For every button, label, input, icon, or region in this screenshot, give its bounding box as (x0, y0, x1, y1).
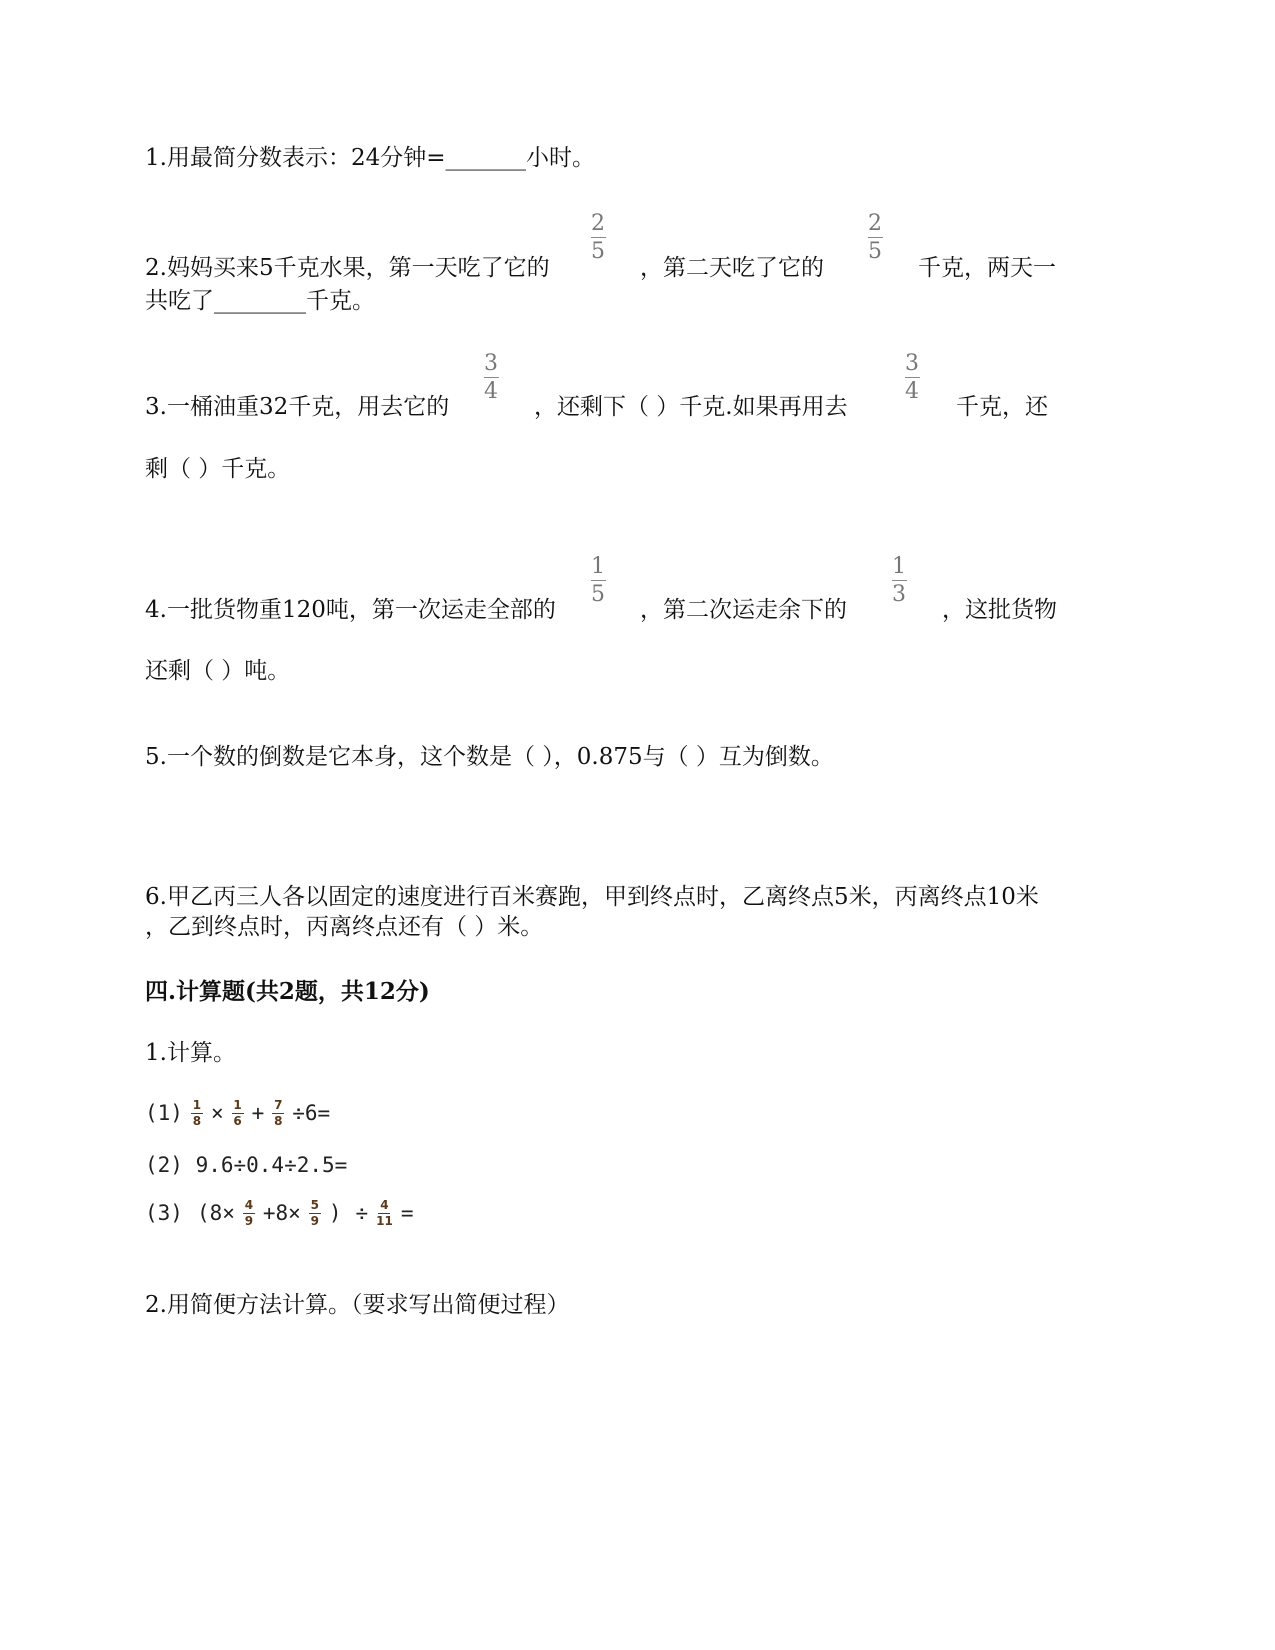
fraction (886, 555, 912, 607)
operator: + (251, 1101, 265, 1125)
denominator: 6 (233, 1113, 242, 1128)
fraction-bar (591, 580, 606, 581)
question-2-part-d: 共吃了________千克。 (145, 288, 375, 314)
operator: × (210, 1101, 224, 1125)
numerator: 7 (274, 1097, 283, 1112)
numerator: 3 (905, 351, 919, 376)
denominator: 5 (868, 239, 882, 264)
calc-label: (1) (145, 1101, 183, 1125)
problem-2-title: 2.用简便方法计算。（要求写出简便过程） (145, 1292, 570, 1318)
numerator: 5 (310, 1197, 319, 1212)
operator: ÷ (355, 1201, 369, 1225)
question-3-part-a: 3.一桶油重32千克，用去它的 (145, 394, 450, 420)
fraction-bar (591, 237, 606, 238)
calc-mid: +8× (262, 1201, 301, 1225)
denominator: 5 (591, 239, 605, 264)
denominator: 8 (274, 1113, 283, 1128)
fraction-bar (868, 237, 883, 238)
fraction-bar (484, 377, 499, 378)
small-fraction (243, 1199, 255, 1228)
fraction-bar (892, 580, 907, 581)
calc-label: (3) (145, 1201, 183, 1225)
numerator: 1 (233, 1097, 242, 1112)
small-fraction (232, 1099, 244, 1128)
question-2-part-c: 千克，两天一 (918, 255, 1056, 281)
fraction-bar (905, 377, 920, 378)
denominator: 11 (376, 1213, 393, 1228)
problem-1-title: 1.计算。 (145, 1040, 236, 1066)
small-fraction (309, 1199, 321, 1228)
calc-close: ) (328, 1201, 342, 1225)
numerator: 1 (892, 554, 906, 579)
denominator: 9 (310, 1213, 319, 1228)
numerator: 1 (192, 1097, 202, 1112)
fraction (585, 555, 611, 607)
denominator: 4 (905, 379, 919, 404)
question-3-part-d: 剩（ ）千克。 (145, 456, 291, 482)
numerator: 4 (244, 1197, 254, 1212)
numerator: 3 (484, 351, 498, 376)
denominator: 3 (892, 582, 906, 607)
numerator: 1 (591, 554, 605, 579)
calc-line-2: (2) 9.6÷0.4÷2.5= (145, 1153, 348, 1177)
question-3-part-b: ，还剩下（ ）千克.如果再用去 (534, 394, 848, 420)
small-fraction (191, 1099, 203, 1128)
small-fraction (272, 1099, 284, 1128)
question-4-part-b: ，第二次运走余下的 (640, 597, 847, 623)
section-heading: 四.计算题(共2题，共12分) (145, 978, 430, 1005)
calc-line-3 (145, 1198, 413, 1228)
question-4-part-c: ，这批货物 (942, 597, 1057, 623)
numerator: 2 (868, 211, 882, 236)
small-fraction (376, 1199, 393, 1228)
question-2-part-b: ，第二天吃了它的 (640, 255, 824, 281)
fraction (862, 212, 888, 264)
question-6-line-1: 6.甲乙丙三人各以固定的速度进行百米赛跑，甲到终点时，乙离终点5米，丙离终点10米 (145, 884, 1039, 910)
fraction (899, 352, 925, 404)
question-2-part-a: 2.妈妈买来5千克水果，第一天吃了它的 (145, 255, 550, 281)
fraction (585, 212, 611, 264)
question-3-part-c: 千克，还 (956, 394, 1048, 420)
calc-tail: ÷6= (292, 1101, 331, 1125)
calc-tail: = (400, 1201, 414, 1225)
calc-pre: (8× (196, 1201, 235, 1225)
question-4-part-d: 还剩（ ）吨。 (145, 658, 291, 684)
denominator: 4 (484, 379, 498, 404)
numerator: 2 (591, 211, 605, 236)
question-6-line-2: ，乙到终点时，丙离终点还有（ ）米。 (145, 914, 544, 940)
denominator: 8 (192, 1113, 202, 1128)
question-1: 1.用最简分数表示：24分钟=_______小时。 (145, 145, 595, 171)
numerator: 4 (380, 1197, 389, 1212)
denominator: 9 (244, 1213, 254, 1228)
question-5: 5.一个数的倒数是它本身，这个数是（ ），0.875与（ ）互为倒数。 (145, 744, 834, 770)
question-4-part-a: 4.一批货物重120吨，第一次运走全部的 (145, 597, 556, 623)
denominator: 5 (591, 582, 605, 607)
calc-line-1 (145, 1098, 330, 1128)
fraction (478, 352, 504, 404)
